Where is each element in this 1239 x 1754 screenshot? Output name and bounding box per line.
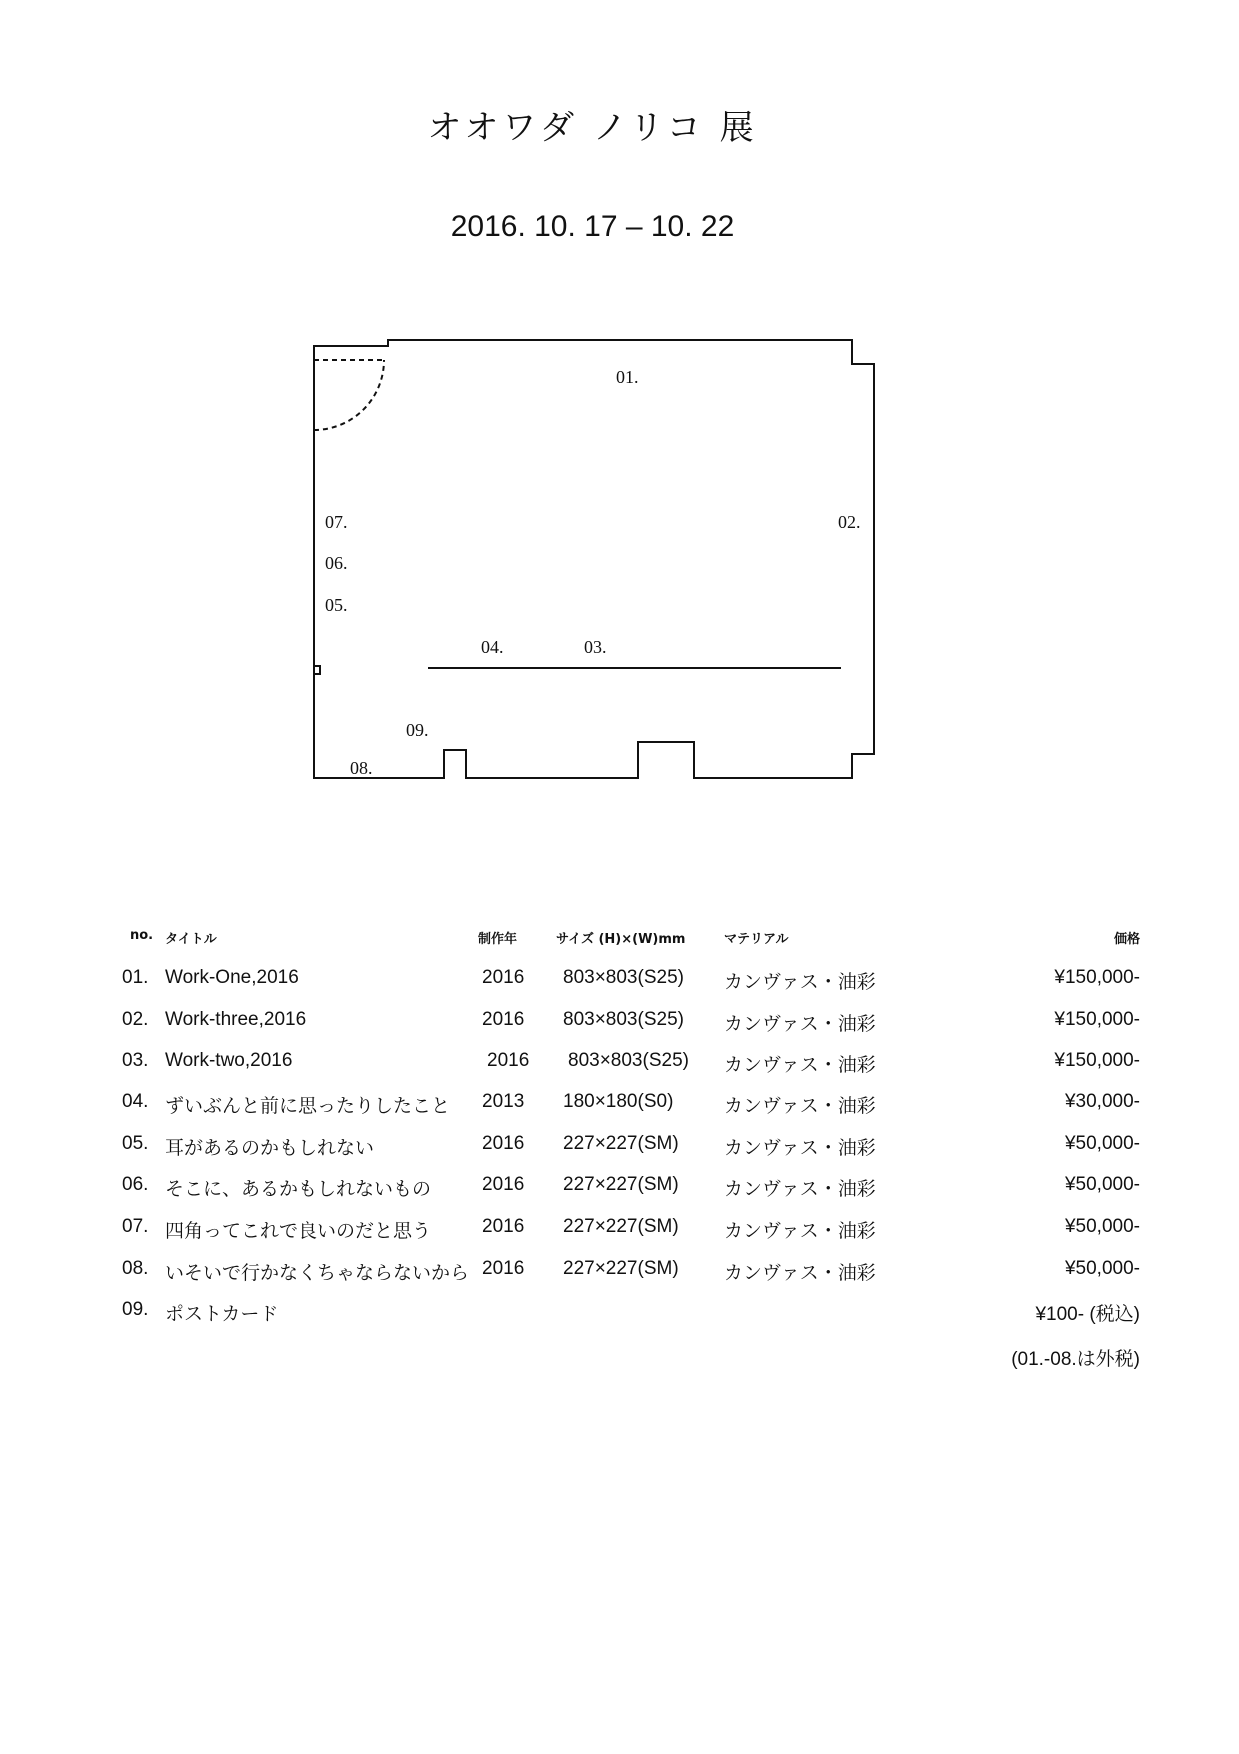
row-material: カンヴァス・油彩: [724, 1262, 876, 1284]
row-title: ポストカード: [165, 1303, 279, 1325]
table-row: [0, 1174, 1239, 1214]
row-size: 227×227(SM): [563, 1174, 679, 1195]
row-size: 227×227(SM): [563, 1258, 679, 1279]
row-title: ずいぶんと前に思ったりしたこと: [165, 1095, 451, 1117]
row-title: 四角ってこれで良いのだと思う: [165, 1220, 432, 1242]
row-year: 2016: [482, 1133, 525, 1154]
header-price: 価格: [1113, 932, 1140, 947]
door-swing: [314, 360, 384, 430]
table-row: [0, 1258, 1239, 1298]
row-price: ¥50,000-: [1064, 1258, 1140, 1279]
row-size: 803×803(S25): [563, 1009, 684, 1030]
row-price: ¥150,000-: [1054, 1009, 1140, 1030]
table-row: [0, 1299, 1239, 1339]
row-price: ¥50,000-: [1064, 1216, 1140, 1237]
row-year: 2016: [482, 1258, 525, 1279]
header-no: no.: [130, 928, 154, 943]
row-no: 05.: [122, 1133, 149, 1154]
row-price: ¥30,000-: [1064, 1091, 1140, 1112]
row-size: 180×180(S0): [563, 1091, 674, 1112]
row-material: カンヴァス・油彩: [724, 1220, 876, 1242]
plan-label-04: 04.: [481, 637, 504, 657]
table-row: [0, 967, 1239, 1007]
plan-label-06: 06.: [325, 553, 348, 573]
plan-label-08: 08.: [350, 758, 373, 778]
row-year: 2013: [482, 1091, 525, 1112]
row-title: いそいで行かなくちゃならないから: [165, 1262, 470, 1284]
row-material: カンヴァス・油彩: [724, 1013, 876, 1035]
table-row: [0, 1050, 1239, 1090]
row-title: 耳があるのかもしれない: [165, 1137, 375, 1159]
row-title: そこに、あるかもしれないもの: [165, 1178, 432, 1200]
row-no: 09.: [122, 1299, 149, 1320]
row-price: ¥50,000-: [1064, 1174, 1140, 1195]
floor-plan-drawing: [300, 330, 880, 790]
page-title: オオワダ ノリコ 展: [427, 108, 758, 148]
row-material: カンヴァス・油彩: [724, 1095, 876, 1117]
plan-label-03: 03.: [584, 637, 607, 657]
row-title: Work-two,2016: [165, 1050, 293, 1071]
row-no: 02.: [122, 1009, 149, 1030]
row-size: 227×227(SM): [563, 1133, 679, 1154]
row-no: 08.: [122, 1258, 149, 1279]
row-price: ¥50,000-: [1064, 1133, 1140, 1154]
row-material: カンヴァス・油彩: [724, 1178, 876, 1200]
header-size: サイズ (H)×(W)mm: [556, 932, 686, 947]
row-no: 04.: [122, 1091, 149, 1112]
plan-label-09: 09.: [406, 720, 429, 740]
row-price: ¥150,000-: [1054, 1050, 1140, 1071]
header-title: タイトル: [165, 932, 217, 947]
plan-label-05: 05.: [325, 595, 348, 615]
row-price: ¥100- (税込): [1035, 1304, 1140, 1325]
row-no: 06.: [122, 1174, 149, 1195]
tax-note: (01.-08.は外税): [1011, 1349, 1140, 1370]
row-no: 01.: [122, 967, 149, 988]
row-year: 2016: [482, 967, 525, 988]
floor-plan: [300, 330, 880, 790]
row-year: 2016: [487, 1050, 530, 1071]
exhibition-dates: 2016. 10. 17 – 10. 22: [450, 210, 735, 243]
row-material: カンヴァス・油彩: [724, 1054, 876, 1076]
row-title: Work-One,2016: [165, 967, 299, 988]
plan-label-02: 02.: [838, 512, 861, 532]
row-year: 2016: [482, 1009, 525, 1030]
row-size: 803×803(S25): [563, 967, 684, 988]
row-no: 07.: [122, 1216, 149, 1237]
table-row: [0, 1133, 1239, 1173]
header-material: マテリアル: [724, 932, 789, 947]
row-year: 2016: [482, 1174, 525, 1195]
row-size: 803×803(S25): [568, 1050, 689, 1071]
row-price: ¥150,000-: [1054, 967, 1140, 988]
row-year: 2016: [482, 1216, 525, 1237]
plan-label-07: 07.: [325, 512, 348, 532]
plan-label-01: 01.: [616, 367, 639, 387]
row-material: カンヴァス・油彩: [724, 971, 876, 993]
row-title: Work-three,2016: [165, 1009, 307, 1030]
row-size: 227×227(SM): [563, 1216, 679, 1237]
header-year: 制作年: [478, 932, 518, 947]
table-row: [0, 1009, 1239, 1049]
table-row: [0, 1091, 1239, 1131]
row-material: カンヴァス・油彩: [724, 1137, 876, 1159]
table-row: [0, 1216, 1239, 1256]
row-no: 03.: [122, 1050, 149, 1071]
floor-plan-walls: [314, 340, 874, 778]
